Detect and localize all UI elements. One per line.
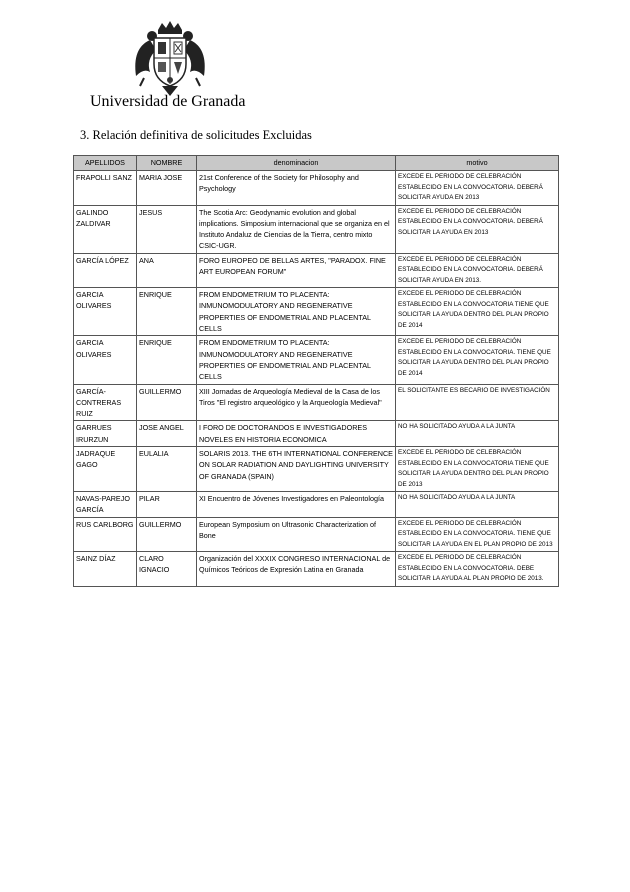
- cell-denominacion: FORO EUROPEO DE BELLAS ARTES, "PARADOX. FINE ART EUROPEAN FORUM": [197, 253, 396, 288]
- column-header-motivo: motivo: [396, 156, 559, 171]
- table-row: [74, 336, 559, 384]
- cell-nombre: ENRIQUE: [137, 288, 197, 336]
- institution-name: Universidad de Granada: [90, 93, 246, 110]
- table-row: [74, 421, 559, 447]
- cell-nombre: GUILLERMO: [137, 517, 197, 552]
- cell-apellidos: GARCÍA-CONTRERAS RUIZ: [74, 384, 137, 421]
- cell-motivo: EXCEDE EL PERIODO DE CELEBRACIÓN ESTABLECIDO EN LA CONVOCATORIA. TIENE QUE SOLICITAR LA AYUDA EN EL PLAN PROPIO DE 2013: [396, 517, 559, 552]
- cell-motivo: EXCEDE EL PERIODO DE CELEBRACIÓN ESTABLECIDO EN LA CONVOCATORIA. DEBERÁ SOLICITAR AYUDA EN 2013.: [396, 253, 559, 288]
- cell-motivo: EXCEDE EL PERIODO DE CELEBRACIÓN ESTABLECIDO EN LA CONVOCATORIA. DEBE SOLICITAR LA AYUDA AL PLAN PROPIO DE 2013.: [396, 552, 559, 587]
- column-header-denominacion: denominacion: [197, 156, 396, 171]
- table-row: [74, 205, 559, 253]
- cell-nombre: JESUS: [137, 205, 197, 253]
- cell-motivo: NO HA SOLICITADO AYUDA A LA JUNTA: [396, 492, 559, 518]
- table-row: [74, 288, 559, 336]
- cell-nombre: MARIA JOSE: [137, 171, 197, 206]
- university-crest-logo: [130, 20, 210, 98]
- table-row: [74, 384, 559, 421]
- cell-motivo: NO HA SOLICITADO AYUDA A LA JUNTA: [396, 421, 559, 447]
- table-row: [74, 171, 559, 206]
- cell-denominacion: XI Encuentro de Jóvenes Investigadores en Paleontología: [197, 492, 396, 518]
- cell-denominacion: FROM ENDOMETRIUM TO PLACENTA: INMUNOMODULATORY AND REGENERATIVE PROPERTIES OF ENDOMETRIAL AND PLACENTAL CELLS: [197, 288, 396, 336]
- column-header-apellidos: APELLIDOS: [74, 156, 137, 171]
- cell-apellidos: GARCIA OLIVARES: [74, 288, 137, 336]
- cell-nombre: JOSE ANGEL: [137, 421, 197, 447]
- cell-motivo: EXCEDE EL PERIODO DE CELEBRACIÓN ESTABLECIDO EN LA CONVOCATORIA. DEBERÁ SOLICITAR LA AYUDA EN 2013: [396, 205, 559, 253]
- cell-apellidos: GARCÍA LÓPEZ: [74, 253, 137, 288]
- cell-apellidos: JADRAQUE GAGO: [74, 447, 137, 492]
- table-row: [74, 552, 559, 587]
- cell-apellidos: GALINDO ZALDIVAR: [74, 205, 137, 253]
- cell-nombre: EULALIA: [137, 447, 197, 492]
- cell-denominacion: European Symposium on Ultrasonic Characterization of Bone: [197, 517, 396, 552]
- cell-motivo: EXCEDE EL PERIODO DE CELEBRACIÓN ESTABLECIDO EN LA CONVOCATORIA. DEBERÁ SOLICITAR AYUDA EN 2013: [396, 171, 559, 206]
- cell-denominacion: XIII Jornadas de Arqueología Medieval de la Casa de los Tiros "El registro arqueológico y la Arqueología Medieval": [197, 384, 396, 421]
- cell-motivo: EXCEDE EL PERIODO DE CELEBRACIÓN ESTABLECIDO EN LA CONVOCATORIA TIENE QUE SOLICITAR LA AYUDA DENTRO DEL PLAN PROPIO DE 2014: [396, 288, 559, 336]
- cell-apellidos: RUS CARLBORG: [74, 517, 137, 552]
- cell-denominacion: 21st Conference of the Society for Philosophy and Psychology: [197, 171, 396, 206]
- table-row: [74, 492, 559, 518]
- cell-nombre: CLARO IGNACIO: [137, 552, 197, 587]
- table-row: [74, 517, 559, 552]
- cell-nombre: PILAR: [137, 492, 197, 518]
- cell-nombre: ANA: [137, 253, 197, 288]
- excluded-requests-table: [73, 155, 559, 587]
- cell-apellidos: SAINZ DÍAZ: [74, 552, 137, 587]
- cell-denominacion: I FORO DE DOCTORANDOS E INVESTIGADORES NOVELES EN HISTORIA ECONOMICA: [197, 421, 396, 447]
- cell-denominacion: SOLARIS 2013. THE 6TH INTERNATIONAL CONFERENCE ON SOLAR RADIATION AND DAYLIGHTING UNIVERSITY OF GRANADA (SPAIN): [197, 447, 396, 492]
- cell-apellidos: FRAPOLLI SANZ: [74, 171, 137, 206]
- cell-denominacion: The Scotia Arc: Geodynamic evolution and global implications. Simposium internacional que se organiza en el Instituto Andaluz de Ciencias de la Tierra, centro mixto CSIC-UGR.: [197, 205, 396, 253]
- cell-motivo: EL SOLICITANTE ES BECARIO DE INVESTIGACIÓN: [396, 384, 559, 421]
- cell-apellidos: NAVAS-PAREJO GARCÍA: [74, 492, 137, 518]
- column-header-nombre: NOMBRE: [137, 156, 197, 171]
- cell-nombre: ENRIQUE: [137, 336, 197, 384]
- cell-motivo: EXCEDE EL PERIODO DE CELEBRACIÓN ESTABLECIDO EN LA CONVOCATORIA TIENE QUE SOLICITAR LA AYUDA DENTRO DEL PLAN PROPIO DE 2013: [396, 447, 559, 492]
- cell-apellidos: GARRUES IRURZUN: [74, 421, 137, 447]
- table-row: [74, 447, 559, 492]
- table-header-row: [74, 156, 559, 171]
- cell-denominacion: FROM ENDOMETRIUM TO PLACENTA: INMUNOMODULATORY AND REGENERATIVE PROPERTIES OF ENDOMETRIAL AND PLACENTAL CELLS: [197, 336, 396, 384]
- cell-nombre: GUILLERMO: [137, 384, 197, 421]
- page-title: 3. Relación definitiva de solicitudes Excluidas: [80, 128, 312, 142]
- cell-motivo: EXCEDE EL PERIODO DE CELEBRACIÓN ESTABLECIDO EN LA CONVOCATORIA. TIENE QUE SOLICITAR LA AYUDA DENTRO DEL PLAN PROPIO DE 2014: [396, 336, 559, 384]
- cell-apellidos: GARCIA OLIVARES: [74, 336, 137, 384]
- table-row: [74, 253, 559, 288]
- cell-denominacion: Organización del XXXIX CONGRESO INTERNACIONAL de Químicos Teóricos de Expresión Latina en Granada: [197, 552, 396, 587]
